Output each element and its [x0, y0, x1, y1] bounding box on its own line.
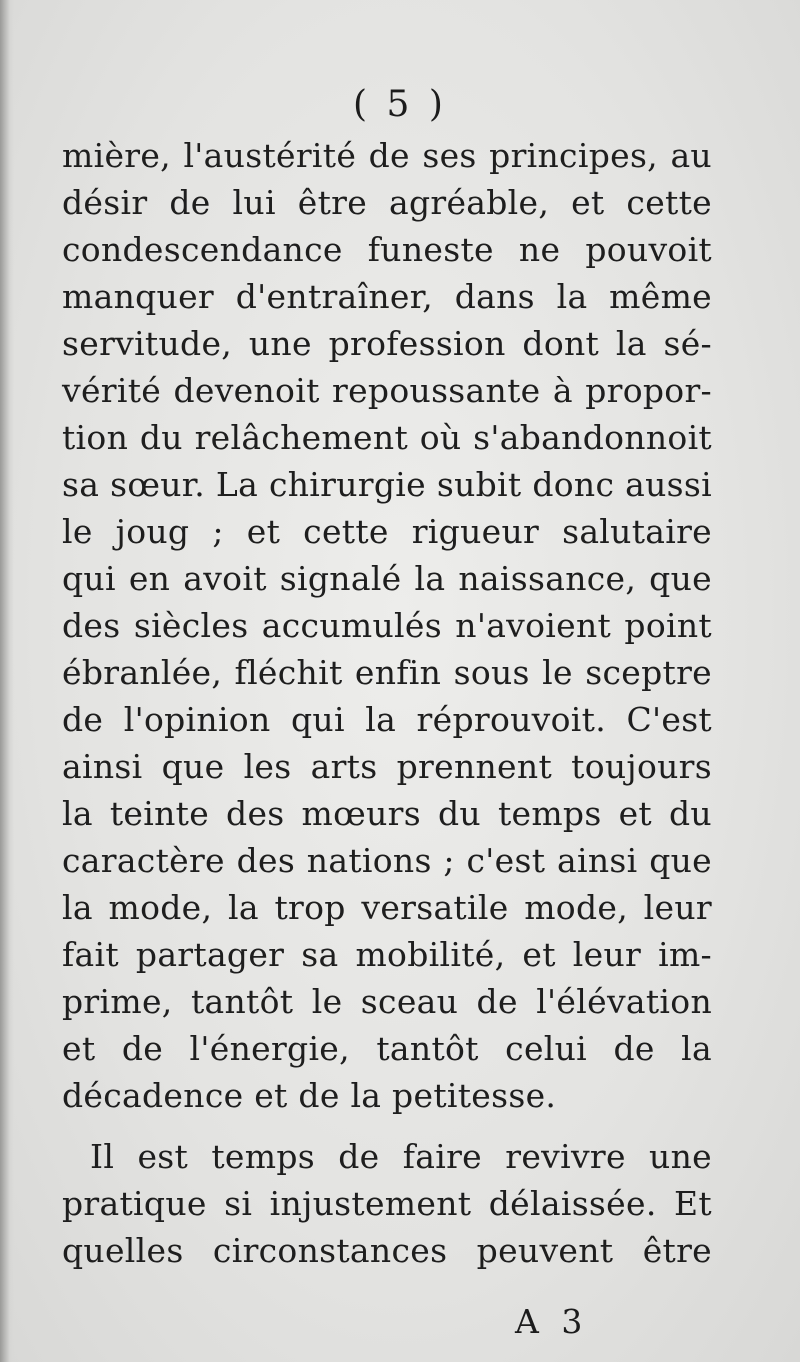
- page-body: [62, 132, 712, 1274]
- signature-mark: A 3: [515, 1302, 589, 1341]
- text-line: pratique si injustement délaissée. Et: [62, 1184, 712, 1223]
- text-line: quelles circonstances peuvent être: [62, 1231, 712, 1270]
- page-number: ( 5 ): [353, 84, 447, 125]
- paragraph-1: [62, 132, 712, 1119]
- text-line: qui en avoit signalé la naissance, que: [62, 559, 712, 598]
- text-line: ébranlée, fléchit enfin sous le sceptre: [62, 653, 712, 692]
- text-line: et de l'énergie, tantôt celui de la: [62, 1029, 712, 1068]
- text-line: ainsi que les arts prennent toujours: [62, 747, 712, 786]
- text-line: la mode, la trop versatile mode, leur: [62, 888, 712, 927]
- text-line: servitude, une profession dont la sé-: [62, 324, 712, 363]
- text-line: condescendance funeste ne pouvoit: [62, 230, 712, 269]
- text-line: prime, tantôt le sceau de l'élévation: [62, 982, 712, 1021]
- text-line: caractère des nations ; c'est ainsi que: [62, 841, 712, 880]
- paragraph-gap: [62, 1119, 712, 1133]
- text-line: manquer d'entraîner, dans la même: [62, 277, 712, 316]
- text-line: vérité devenoit repoussante à propor-: [62, 371, 712, 410]
- text-line: la teinte des mœurs du temps et du: [62, 794, 712, 833]
- text-line: Il est temps de faire revivre une: [90, 1137, 712, 1176]
- text-line: des siècles accumulés n'avoient point: [62, 606, 712, 645]
- paragraph-2: [62, 1133, 712, 1274]
- text-line: mière, l'austérité de ses principes, au: [62, 136, 712, 175]
- page-edge-shadow: [0, 0, 14, 1362]
- text-line: décadence et de la petitesse.: [62, 1076, 557, 1115]
- text-line: désir de lui être agréable, et cette: [62, 183, 712, 222]
- text-line: de l'opinion qui la réprouvoit. C'est: [62, 700, 712, 739]
- text-line: sa sœur. La chirurgie subit donc aussi: [62, 465, 712, 504]
- text-line: tion du relâchement où s'abandonnoit: [62, 418, 712, 457]
- text-line: le joug ; et cette rigueur salutaire: [62, 512, 712, 551]
- text-line: fait partager sa mobilité, et leur im-: [62, 935, 712, 974]
